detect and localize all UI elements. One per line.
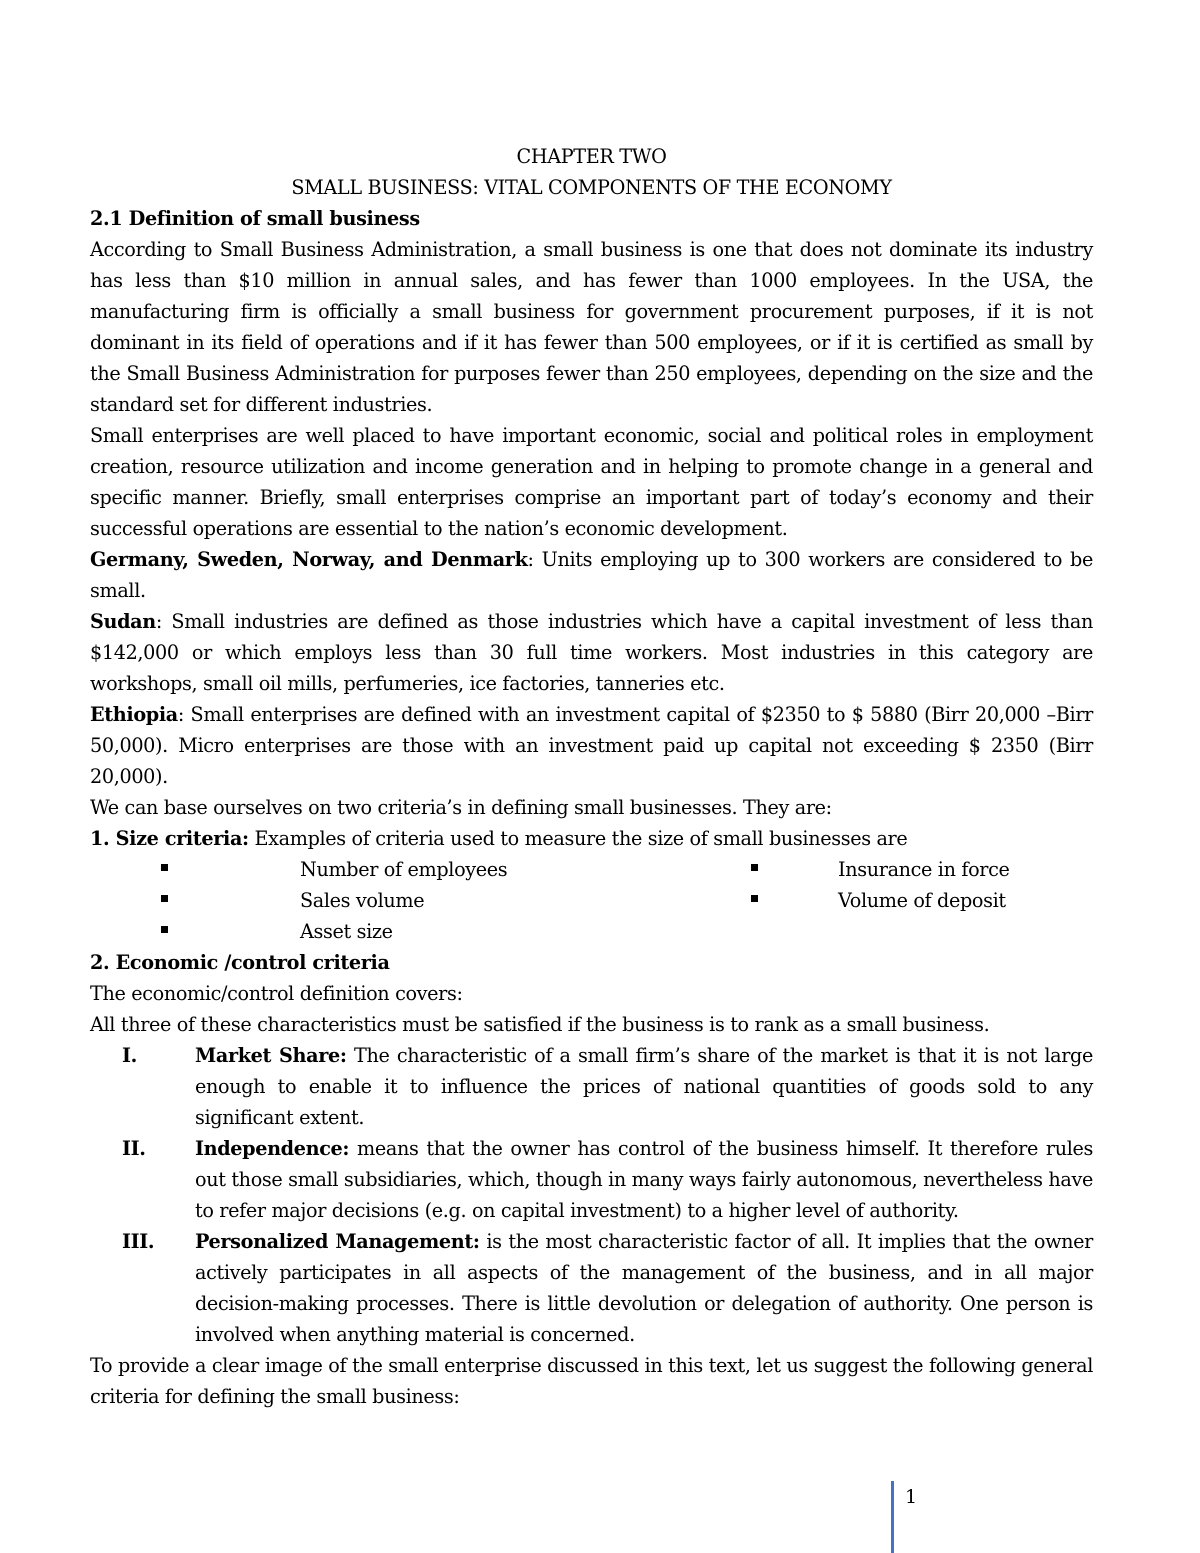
country-definition-sudan (90, 606, 1093, 699)
square-bullet-icon (751, 864, 758, 871)
square-bullet-icon (751, 895, 758, 902)
criteria-item-label: Personalized Management: (195, 1230, 480, 1253)
country-definition-ethiopia (90, 699, 1093, 792)
economic-criteria-heading: 2. Economic /control criteria (90, 951, 390, 974)
roman-numeral: I. (122, 1044, 137, 1067)
footer-rule (891, 1481, 894, 1553)
economic-criteria-line: The economic/control definition covers: (90, 982, 463, 1005)
criteria-item-text: means that the owner has control of the business himself. It therefore rules out those small subsidiaries, which, though in many ways fairly autonomous, nevertheless have to refer major decisions (e.g. on capital investment) to a higher level of authority. (195, 1137, 1093, 1222)
square-bullet-icon (161, 895, 168, 902)
size-criteria-list: Number of employees Sales volume Asset size Insurance in force Volume of deposit (90, 854, 1093, 947)
country-text: : Small enterprises are defined with an investment capital of $2350 to $ 5880 (Birr 20,000 –Birr 50,000). Micro enterprises are those with an investment paid up capital not exceeding $ 2350 (Birr 20,000). (90, 703, 1093, 788)
economic-criteria-line: All three of these characteristics must be satisfied if the business is to rank as a small business. (90, 1013, 990, 1036)
country-label: Germany, Sweden, Norway, and Denmark (90, 548, 528, 571)
chapter-title: CHAPTER TWO (516, 145, 667, 168)
criteria-item-independence (90, 1133, 1093, 1226)
section-heading: 2.1 Definition of small business (90, 207, 420, 230)
page-content (90, 141, 1093, 1412)
roman-numeral: II. (122, 1137, 146, 1160)
country-label: Ethiopia (90, 703, 178, 726)
paragraph-sba-definition: According to Small Business Administration, a small business is one that does not dominate its industry has less than $10 million in annual sales, and has fewer than 1000 employees. In the USA, the manufacturing firm is officially a small business for government procurement purposes, if it is not dominant in its field of operations and if it has fewer than 500 employees, or if it is certified as small by the Small Business Administration for purposes fewer than 250 employees, depending on the size and the standard set for different industries. (90, 238, 1093, 416)
criteria-intro: We can base ourselves on two criteria’s in defining small businesses. They are: (90, 796, 832, 819)
country-text: : Small industries are defined as those industries which have a capital investment of less than $142,000 or which employs less than 30 full time workers. Most industries in this category are workshops, small oil mills, perfumeries, ice factories, tanneries etc. (90, 610, 1093, 695)
country-text: : Units employing up to 300 workers are considered to be small. (90, 548, 1093, 602)
criteria-item-text: is the most characteristic factor of all. It implies that the owner actively participates in all aspects of the management of the business, and in all major decision-making processes. There is little devolution or delegation of authority. One person is involved when anything material is concerned. (195, 1230, 1093, 1346)
size-criteria-heading: 1. Size criteria: Examples of criteria used to measure the size of small businesses are (90, 827, 908, 850)
criteria-item-label: Independence: (195, 1137, 350, 1160)
criteria-item-label: Market Share: (195, 1044, 347, 1067)
criteria-item-personalized-management (90, 1226, 1093, 1350)
chapter-subtitle: SMALL BUSINESS: VITAL COMPONENTS OF THE ECONOMY (291, 176, 892, 199)
country-definition-nordic (90, 544, 1093, 606)
square-bullet-icon (161, 864, 168, 871)
closing-paragraph: To provide a clear image of the small enterprise discussed in this text, let us suggest the following general criteria for defining the small business: (90, 1354, 1093, 1408)
criteria-item-market-share (90, 1040, 1093, 1133)
page-number: 1 (905, 1486, 918, 1508)
criteria-item-text: The characteristic of a small firm’s share of the market is that it is not large enough to enable it to influence the prices of national quantities of goods sold to any significant extent. (195, 1044, 1093, 1129)
country-label: Sudan (90, 610, 156, 633)
paragraph-small-enterprise-roles: Small enterprises are well placed to have important economic, social and political roles in employment creation, resource utilization and income generation and in helping to promote change in a general and specific manner. Briefly, small enterprises comprise an important part of today’s economy and their successful operations are essential to the nation’s economic development. (90, 424, 1093, 540)
roman-numeral: III. (122, 1230, 155, 1253)
square-bullet-icon (161, 926, 168, 933)
